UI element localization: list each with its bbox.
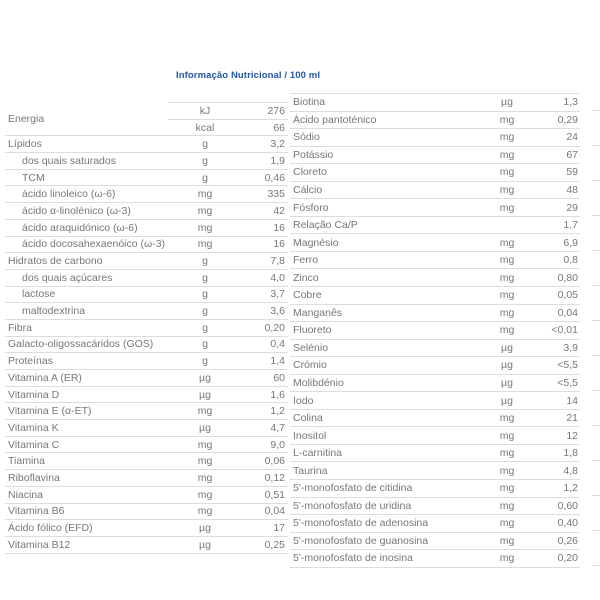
row-value: <0,01 [551,324,578,337]
table-row [290,392,580,410]
row-unit: mg [499,148,515,161]
row-label: Vitamina E (α-ET) [8,405,92,418]
row-label: Vitamina B12 [8,538,71,551]
row-value: 3,9 [563,341,578,354]
table-edge-divider [592,285,600,286]
row-value: 42 [273,204,285,217]
row-label: Iodo [293,394,314,407]
table-row [5,470,288,487]
row-unit: g [202,305,208,318]
row-label: Vitamina D [8,388,60,401]
table-row [290,305,580,323]
row-label: Cloreto [293,166,327,179]
table-edge-divider [592,320,600,321]
row-label: Galacto-oligossacáridos (GOS) [8,338,154,351]
row-unit: kcal [195,121,215,134]
row-unit: µg [501,341,513,354]
table-row [5,136,288,153]
row-unit: µg [199,388,211,401]
table-row [290,498,580,516]
row-unit: g [202,338,208,351]
row-value: 0,51 [264,488,285,501]
row-label: Riboflavina [8,471,60,484]
row-label: Crómio [293,359,327,372]
left-table-rows [5,136,288,553]
row-label: Colina [293,412,323,425]
table-row [5,337,288,354]
table-edge-divider [592,250,600,251]
table-edge-divider [592,145,600,146]
row-unit: µg [199,421,211,434]
page-title: Informação Nutricional / 100 ml [176,70,321,81]
energy-values [168,102,288,135]
row-unit: g [202,255,208,268]
row-unit: µg [199,538,211,551]
row-unit: g [202,171,208,184]
row-unit: mg [197,488,213,501]
row-value: 24 [566,131,578,144]
row-label: Fósforo [293,201,329,214]
row-value: 9,0 [270,438,285,451]
row-unit: mg [499,324,515,337]
row-label: ácido docosahexaenóico (ω-3) [22,238,166,251]
row-label: Lípidos [8,138,42,151]
table-edge-divider [592,425,600,426]
row-label: ácido linoleico (ω-6) [22,188,116,201]
table-row [290,129,580,147]
table-edge-divider [592,565,600,566]
row-unit: mg [197,405,213,418]
row-label: Zinco [293,271,319,284]
table-row [5,370,288,387]
row-label: Tiamina [8,455,45,468]
row-label: Magnésio [293,236,339,249]
row-label: dos quais saturados [22,154,116,167]
row-unit: mg [499,113,515,126]
row-label: TCM [22,171,45,184]
table-row [290,199,580,217]
row-value: 21 [566,412,578,425]
row-unit: mg [197,204,213,217]
row-unit: µg [199,522,211,535]
row-unit: mg [499,236,515,249]
table-edge-divider [592,180,600,181]
row-unit: mg [499,184,515,196]
table-row [5,186,288,203]
row-label: 5'-monofosfato de citidina [293,482,413,495]
row-label: Energia [8,112,45,125]
row-unit: mg [499,517,515,530]
table-row [5,537,288,554]
row-value: <5,5 [557,377,578,390]
row-unit: µg [501,359,513,372]
table-row [5,220,288,237]
row-value: 0,25 [264,538,285,551]
row-value: 1,8 [563,447,578,460]
row-label: Cobre [293,289,322,302]
row-unit: mg [499,429,515,442]
nutrition-table-right [290,93,580,568]
table-row [290,445,580,463]
row-unit: mg [499,289,515,302]
row-value: 48 [566,184,578,196]
row-label: Vitamina K [8,421,59,434]
row-label: Molibdénio [293,377,344,390]
row-value: 1,3 [563,96,578,109]
row-value: 16 [273,238,285,251]
row-value: 1,4 [270,355,285,368]
table-edge-divider [592,215,600,216]
row-value: 1,9 [270,154,285,167]
table-row [290,234,580,252]
row-value: 0,80 [557,271,578,284]
row-unit: g [202,138,208,151]
table-row [290,427,580,445]
row-value: 59 [566,166,578,179]
table-row [5,353,288,370]
row-label: 5'-monofosfato de inosina [293,552,413,565]
row-label: Vitamina A (ER) [8,371,82,384]
table-row [290,164,580,182]
row-label: 5'-monofosfato de guanosina [293,534,429,547]
row-label: Manganês [293,306,343,319]
table-row [5,453,288,470]
table-row [290,252,580,270]
table-edge-divider [592,530,600,531]
row-label: Hidratos de carbono [8,255,103,268]
row-value: 14 [566,394,578,407]
row-value: 0,04 [264,505,285,518]
table-row [290,515,580,533]
row-value: 4,7 [270,421,285,434]
row-unit: mg [499,271,515,284]
row-unit: kJ [199,104,211,117]
nutrition-table-left [5,102,288,554]
row-unit: mg [197,438,213,451]
row-value: 6,9 [563,236,578,249]
table-row [5,237,288,254]
table-row [5,153,288,170]
row-unit: mg [197,471,213,484]
table-row [5,320,288,337]
energy-kj-line [168,102,288,119]
row-label: 5'-monofosfato de uridina [293,499,412,512]
table-row [290,269,580,287]
table-row [5,203,288,220]
row-value: 1,7 [563,219,578,232]
row-unit: mg [499,464,515,477]
row-unit: mg [499,201,515,214]
table-row [290,410,580,428]
row-unit: µg [199,371,211,384]
row-label: Potássio [293,148,334,161]
row-label: Cálcio [293,184,323,196]
table-row [290,217,580,235]
row-label: ácido araquidónico (ω-6) [22,221,138,234]
row-value: 66 [273,121,285,134]
row-unit: mg [197,455,213,468]
row-unit: mg [197,221,213,234]
row-label: L-carnitina [293,447,343,460]
row-label: Sódio [293,131,320,144]
row-unit: mg [499,447,515,460]
table-row [290,182,580,200]
row-label: Vitamina B6 [8,505,65,518]
row-unit: g [202,355,208,368]
table-edge-divider [592,390,600,391]
row-unit: mg [499,131,515,144]
row-unit: mg [197,188,213,201]
table-row [5,437,288,454]
row-value: 0,12 [264,471,285,484]
row-label: Fibra [8,321,32,334]
row-value: 0,20 [557,552,578,565]
row-unit: µg [501,394,513,407]
row-label: dos quais açúcares [22,271,113,284]
row-unit: g [202,154,208,167]
row-unit: mg [197,238,213,251]
table-row [5,504,288,521]
row-value: 12 [566,429,578,442]
table-row [290,94,580,112]
row-unit: mg [499,166,515,179]
table-row [290,550,580,568]
row-value: 3,2 [270,138,285,151]
table-row [5,170,288,187]
row-unit: g [202,288,208,301]
table-edge-divider [592,495,600,496]
row-value: 0,29 [557,113,578,126]
table-edge-divider [592,460,600,461]
table-row [290,147,580,165]
row-unit: mg [499,412,515,425]
row-unit: mg [499,306,515,319]
row-label: Niacina [8,488,44,501]
table-row [5,403,288,420]
energy-kcal-line [168,119,288,136]
row-label: Biotina [293,96,326,109]
table-row [290,322,580,340]
row-label: Inositol [293,429,327,442]
row-unit: mg [499,482,515,495]
row-label: Taurina [293,464,328,477]
table-row [5,520,288,537]
table-row [290,357,580,375]
row-value: 3,6 [270,305,285,318]
table-row [290,112,580,130]
table-row [290,340,580,358]
row-value: 0,4 [270,338,285,351]
row-value: 4,0 [270,271,285,284]
row-value: 0,04 [557,306,578,319]
row-label: Relação Ca/P [293,219,358,232]
row-value: 0,05 [557,289,578,302]
row-value: 1,2 [270,405,285,418]
table-row [290,533,580,551]
row-value: 335 [267,188,285,201]
row-unit: mg [197,505,213,518]
row-value: 60 [273,371,285,384]
row-value: 16 [273,221,285,234]
row-value: 17 [273,522,285,535]
row-value: 3,7 [270,288,285,301]
row-value: 0,46 [264,171,285,184]
table-row [5,303,288,320]
row-unit: µg [501,377,513,390]
row-value: 0,06 [264,455,285,468]
row-value: 276 [267,104,285,117]
energy-row [5,102,288,136]
row-label: 5'-monofosfato de adenosina [293,517,429,530]
row-value: 0,8 [563,254,578,267]
row-value: 0,20 [264,321,285,334]
table-row [290,462,580,480]
table-row [290,480,580,498]
table-row [5,387,288,404]
table-row [290,287,580,305]
row-label: Proteínas [8,355,53,368]
table-row [5,270,288,287]
row-value: 1,2 [563,482,578,495]
row-label: Ácido fólico (EFD) [8,522,93,535]
row-label: Fluoreto [293,324,332,337]
table-row [5,253,288,270]
row-unit: mg [499,499,515,512]
row-value: 7,8 [270,255,285,268]
row-unit: mg [499,254,515,267]
row-unit: µg [501,96,513,109]
table-row [5,287,288,304]
row-label: maltodextrina [22,305,86,318]
row-value: <5,5 [557,359,578,372]
row-label: Vitamina C [8,438,60,451]
row-value: 0,26 [557,534,578,547]
row-value: 1,6 [270,388,285,401]
table-row [5,487,288,504]
table-edge-divider [592,110,600,111]
row-label: Ácido pantoténico [293,113,377,126]
row-unit: mg [499,534,515,547]
row-label: lactose [22,288,56,301]
row-label: Ferro [293,254,319,267]
table-edge-divider [592,355,600,356]
row-value: 29 [566,201,578,214]
row-value: 4,8 [563,464,578,477]
row-value: 67 [566,148,578,161]
row-label: ácido α-linolénico (ω-3) [22,204,131,217]
row-unit: g [202,271,208,284]
table-row [5,420,288,437]
row-value: 0,40 [557,517,578,530]
row-unit: mg [499,552,515,565]
row-value: 0,60 [557,499,578,512]
table-row [290,375,580,393]
row-label: Selénio [293,341,329,354]
row-unit: g [202,321,208,334]
